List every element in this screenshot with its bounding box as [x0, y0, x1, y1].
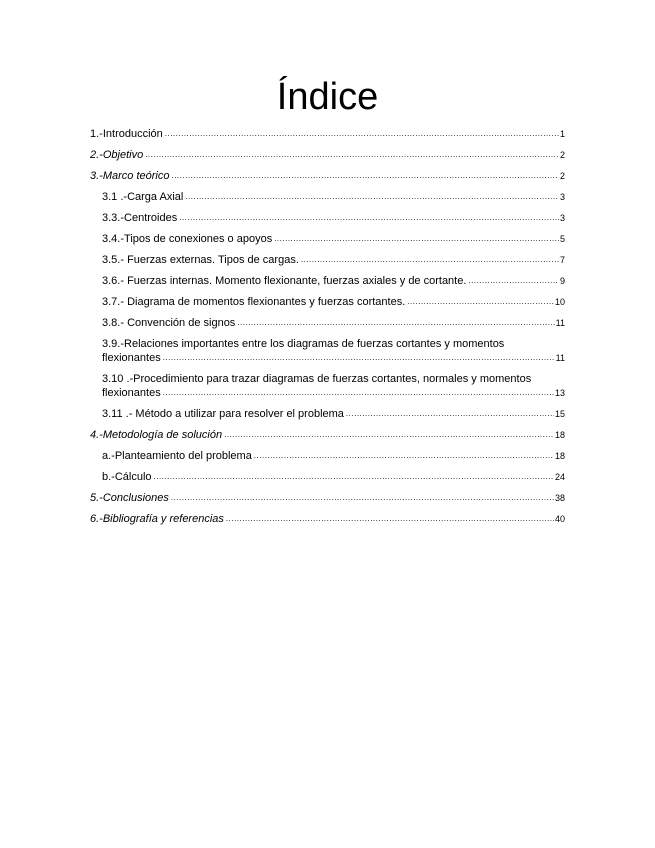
toc-entry-label: 3.5.- Fuerzas externas. Tipos de cargas.	[102, 254, 299, 266]
toc-entry-label: 3.8.- Convención de signos	[102, 317, 236, 329]
toc-page-number: 2	[559, 150, 565, 160]
toc-page-number: 7	[559, 255, 565, 265]
dot-leader	[274, 232, 559, 246]
toc-entry-label: 3.-Marco teórico	[90, 170, 170, 182]
toc-page-number: 1	[559, 129, 565, 139]
toc-entry-label: 1.-Introducción	[90, 128, 163, 140]
toc-entry-calculo[interactable]	[90, 463, 565, 484]
dot-leader	[145, 148, 559, 162]
toc-page-number: 2	[559, 171, 565, 181]
dot-leader	[237, 316, 554, 330]
toc-entry-label: 3.6.- Fuerzas internas. Momento flexionante, fuerzas axiales y de cortante.	[102, 275, 467, 287]
dot-leader	[226, 512, 554, 526]
toc-entry-label: 3.7.- Diagrama de momentos flexionantes y fuerzas cortantes.	[102, 296, 406, 308]
toc-entry-label: 3.4.-Tipos de conexiones o apoyos	[102, 233, 273, 245]
dot-leader	[163, 351, 555, 365]
toc-page-number: 10	[554, 297, 565, 307]
dot-leader	[165, 127, 559, 141]
dot-leader	[301, 253, 559, 267]
toc-page-number: 18	[554, 451, 565, 461]
toc-entry-label: 3.11 .- Método a utilizar para resolver el problema	[102, 408, 344, 420]
toc-entry-fuerzas-externas[interactable]	[90, 246, 565, 267]
toc-page-number: 11	[555, 318, 565, 328]
toc-entry-procedimiento[interactable]	[90, 365, 565, 400]
toc-page-number: 3	[559, 213, 565, 223]
toc-entry-metodologia[interactable]	[90, 421, 565, 442]
toc-entry-label: 4.-Metodología de solución	[90, 429, 223, 441]
toc-page-number: 38	[554, 493, 565, 503]
dot-leader	[163, 386, 554, 400]
dot-leader	[407, 295, 554, 309]
toc-entry-continuation	[102, 386, 565, 400]
toc-entry-objetivo[interactable]	[90, 141, 565, 162]
toc-entry-diagrama-momentos[interactable]	[90, 288, 565, 309]
toc-entry-planteamiento[interactable]	[90, 442, 565, 463]
dot-leader	[346, 407, 554, 421]
toc-entry-carga-axial[interactable]	[90, 183, 565, 204]
toc-entry-label-continued: flexionantes	[102, 387, 161, 399]
table-of-contents	[90, 120, 565, 526]
toc-entry-label: 5.-Conclusiones	[90, 492, 169, 504]
toc-entry-label: 3.3.-Centroides	[102, 212, 178, 224]
toc-page-number: 3	[559, 192, 565, 202]
toc-entry-label: 2.-Objetivo	[90, 149, 144, 161]
toc-entry-marco-teorico[interactable]	[90, 162, 565, 183]
toc-entry-label: 3.1 .-Carga Axial	[102, 191, 184, 203]
toc-page-number: 9	[559, 276, 565, 286]
toc-page-number: 24	[554, 472, 565, 482]
toc-entry-metodo-utilizar[interactable]	[90, 400, 565, 421]
toc-entry-continuation	[102, 351, 565, 365]
toc-page-number: 15	[554, 409, 565, 419]
toc-entry-conclusiones[interactable]	[90, 484, 565, 505]
dot-leader	[185, 190, 559, 204]
toc-page-number: 11	[555, 353, 565, 363]
page-title: Índice	[276, 76, 379, 118]
toc-page-number: 18	[554, 430, 565, 440]
toc-entry-fuerzas-internas[interactable]	[90, 267, 565, 288]
toc-entry-label-continued: flexionantes	[102, 352, 161, 364]
toc-entry-introduccion[interactable]	[90, 120, 565, 141]
toc-entry-convencion-signos[interactable]	[90, 309, 565, 330]
toc-entry-label: 3.10 .-Procedimiento para trazar diagramas de fuerzas cortantes, normales y momentos	[102, 373, 532, 385]
dot-leader	[171, 169, 559, 183]
toc-entry-label: 3.9.-Relaciones importantes entre los diagramas de fuerzas cortantes y momentos	[102, 338, 505, 350]
toc-page-number: 5	[559, 234, 565, 244]
toc-entry-label: b.-Cálculo	[102, 471, 152, 483]
toc-entry-bibliografia[interactable]	[90, 505, 565, 526]
dot-leader	[224, 428, 554, 442]
toc-page-number: 13	[554, 388, 565, 398]
dot-leader	[254, 449, 554, 463]
dot-leader	[171, 491, 554, 505]
toc-entry-relaciones-importantes[interactable]	[90, 330, 565, 365]
toc-entry-tipos-conexiones[interactable]	[90, 225, 565, 246]
dot-leader	[179, 211, 559, 225]
toc-page-number: 40	[554, 514, 565, 524]
toc-entry-label: a.-Planteamiento del problema	[102, 450, 252, 462]
toc-entry-label: 6.-Bibliografía y referencias	[90, 513, 224, 525]
dot-leader	[468, 274, 559, 288]
toc-entry-centroides[interactable]	[90, 204, 565, 225]
dot-leader	[154, 470, 554, 484]
